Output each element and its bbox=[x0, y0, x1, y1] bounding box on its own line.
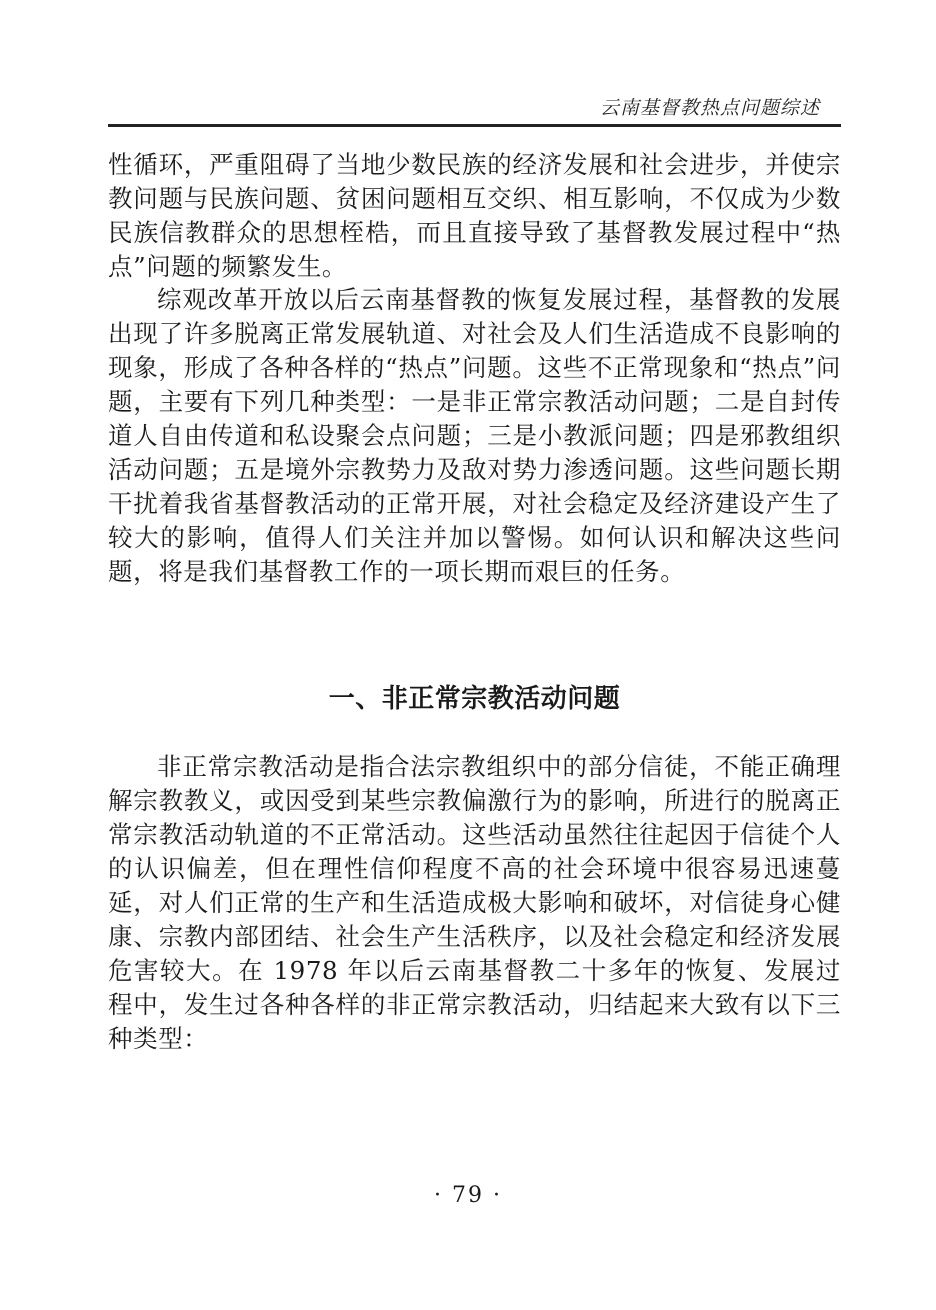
page-number: · 79 · bbox=[434, 1183, 502, 1208]
running-header: 云南基督教热点问题综述 bbox=[599, 97, 820, 119]
paragraph-continued: 性循环，严重阻碍了当地少数民族的经济发展和社会进步，并使宗教问题与民族问题、贫困问题相互交织、相互影响，不仅成为少数民族信教群众的思想桎梏，而且直接导致了基督教发展过程中“热点”问题的频繁发生。 bbox=[108, 150, 841, 281]
paragraph-definition: 非正常宗教活动是指合法宗教组织中的部分信徒，不能正确理解宗教教义，或因受到某些宗教偏激行为的影响，所进行的脱离正常宗教活动轨道的不正常活动。这些活动虽然往往起因于信徒个人的认识偏差，但在理性信仰程度不高的社会环境中很容易迅速蔓延，对人们正常的生产和生活造成极大影响和破坏，对信徒身心健康、宗教内部团结、社会生产生活秩序，以及社会稳定和经济发展危害较大。在 1978 年以后云南基督教二十多年的恢复、发展过程中，发生过各种各样的非正常宗教活动，归结起来大致有以下三种类型： bbox=[108, 752, 841, 1053]
header-rule bbox=[108, 124, 841, 127]
paragraph-overview: 综观改革开放以后云南基督教的恢复发展过程，基督教的发展出现了许多脱离正常发展轨道、对社会及人们生活造成不良影响的现象，形成了各种各样的“热点”问题。这些不正常现象和“热点”问题，主要有下列几种类型：一是非正常宗教活动问题；二是自封传道人自由传道和私设聚会点问题；三是小教派问题；四是邪教组织活动问题；五是境外宗教势力及敌对势力渗透问题。这些问题长期干扰着我省基督教活动的正常开展，对社会稳定及经济建设产生了较大的影响，值得人们关注并加以警惕。如何认识和解决这些问题，将是我们基督教工作的一项长期而艰巨的任务。 bbox=[108, 285, 841, 586]
section-heading: 一、非正常宗教活动问题 bbox=[328, 684, 621, 714]
